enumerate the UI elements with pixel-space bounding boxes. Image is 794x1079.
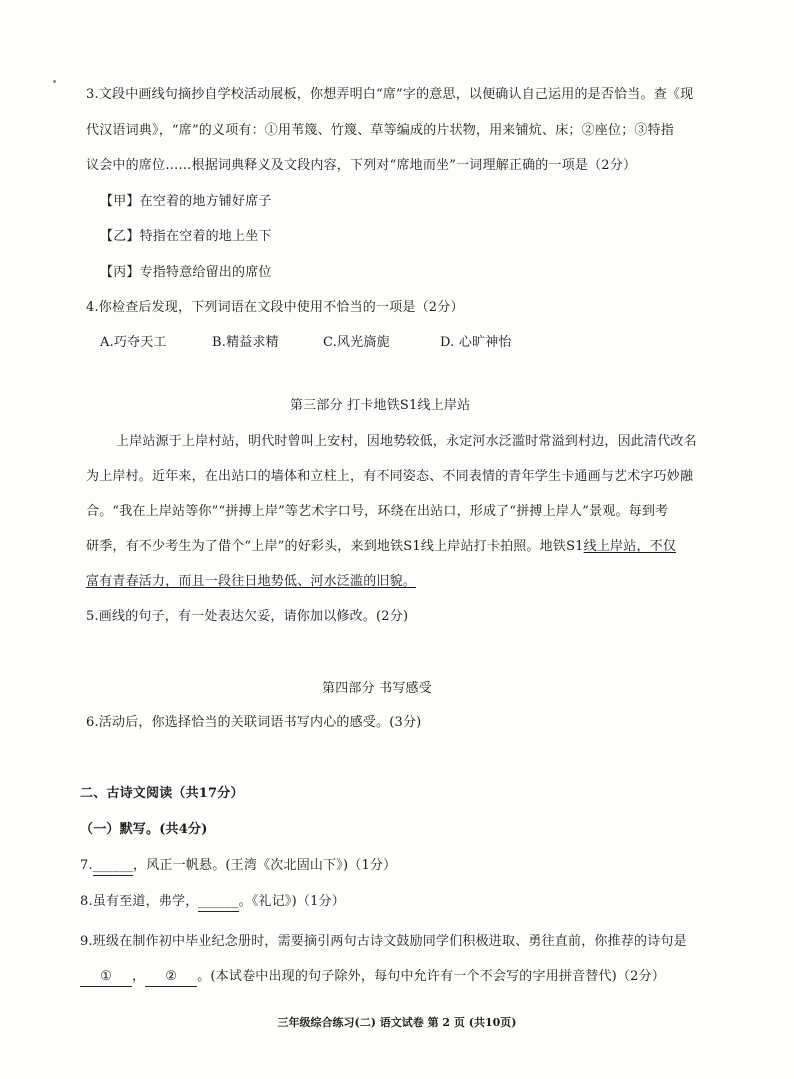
- scan-dot: [53, 80, 56, 83]
- part3-para-line-4-text: 研季，有不少考生为了借个“上岸”的好彩头，来到地铁S1线上岸站打卡拍照。地铁S1: [86, 539, 584, 554]
- section-2-sub-1: （一）默写。(共4分): [80, 822, 208, 837]
- q8-line: [80, 893, 345, 912]
- q3-option-bing: 【丙】专指特意给留出的席位: [100, 265, 272, 280]
- q8-pre: 8.虽有至道，弗学，: [80, 894, 199, 909]
- underlined-sentence-start: 线上岸站，不仅: [583, 539, 677, 554]
- q3-option-yi: 【乙】特指在空着的地上坐下: [100, 229, 272, 244]
- q9-line-2: [80, 968, 665, 987]
- q5-stem: 5.画线的句子，有一处表达欠妥，请你加以修改。(2分): [86, 609, 409, 624]
- q3-option-jia: 【甲】在空着的地方铺好席子: [100, 194, 272, 209]
- q4-option-d: D. 心旷神怡: [440, 335, 512, 350]
- q3-line-1: 3.文段中画线句摘抄自学校活动展板，你想弄明白“席”字的意思，以便确认自己运用的是否恰当。查《现: [86, 87, 694, 102]
- part3-para-line-5: [86, 573, 416, 591]
- q3-line-2: 代汉语词典》，“席”的义项有：①用苇篾、竹篾、草等编成的片状物，用来铺炕、床；②座位；③特指: [86, 123, 674, 138]
- part4-title: 第四部分 书写感受: [322, 681, 432, 696]
- part3-para-line-2: 为上岸村。近年来，在出站口的墙体和立柱上，有不同姿态、不同表情的青年学生卡通画与艺术字巧妙融: [86, 469, 694, 484]
- q7-line: [80, 857, 396, 876]
- part3-para-line-3: 合。“我在上岸站等你”“拼搏上岸”等艺术字口号，环绕在出站口，形成了“拼搏上岸人”景观。每到考: [86, 504, 669, 519]
- q4-stem: 4.你检查后发现，下列词语在文段中使用不恰当的一项是（2分）: [86, 300, 464, 315]
- q7-answer-blank[interactable]: ______: [93, 857, 133, 876]
- q3-line-3: 议会中的席位……根据词典释义及文段内容，下列对“席地而坐”一词理解正确的一项是（2分）: [86, 158, 637, 173]
- q8-post: 。《礼记》)（1分）: [238, 894, 345, 909]
- q4-option-b: B.精益求精: [212, 335, 279, 350]
- q4-option-a: A.巧夺天工: [100, 335, 167, 350]
- q6-stem: 6.活动后，你选择恰当的关联词语书写内心的感受。(3分): [86, 715, 422, 730]
- q9-text: 。(本试卷中出现的句子除外，每句中允许有一个不会写的字用拼音替代)（2分）: [197, 969, 666, 984]
- section-2-title: 二、古诗文阅读（共17分）: [80, 786, 244, 801]
- q4-option-c: C.风光旖旎: [323, 335, 390, 350]
- part3-para-line-1: 上岸站源于上岸村站，明代时曾叫上安村，因地势较低，永定河水泛滥时常溢到村边，因此清代改名: [116, 434, 697, 449]
- page-footer: 三年级综合练习(二) 语文试卷 第 2 页 (共10页): [277, 1016, 517, 1029]
- q9-answer-blank-1[interactable]: ①: [80, 968, 132, 987]
- q9-line-1: 9.班级在制作初中毕业纪念册时，需要摘引两句古诗文鼓励同学们积极进取、勇往直前，你推荐的诗句是: [80, 934, 687, 949]
- part3-para-line-4: [86, 538, 676, 556]
- q8-answer-blank[interactable]: ______: [198, 893, 238, 912]
- q7-number: 7.: [80, 858, 93, 873]
- underlined-sentence-end: 富有青春活力，而且一段往日地势低、河水泛滥的旧貌。: [86, 574, 417, 589]
- q9-answer-blank-2[interactable]: ②: [145, 968, 197, 987]
- q9-comma: ，: [132, 969, 146, 984]
- part3-title: 第三部分 打卡地铁S1线上岸站: [290, 398, 471, 413]
- q7-text: ，风正一帆悬。(王湾《次北固山下》)（1分）: [133, 858, 397, 873]
